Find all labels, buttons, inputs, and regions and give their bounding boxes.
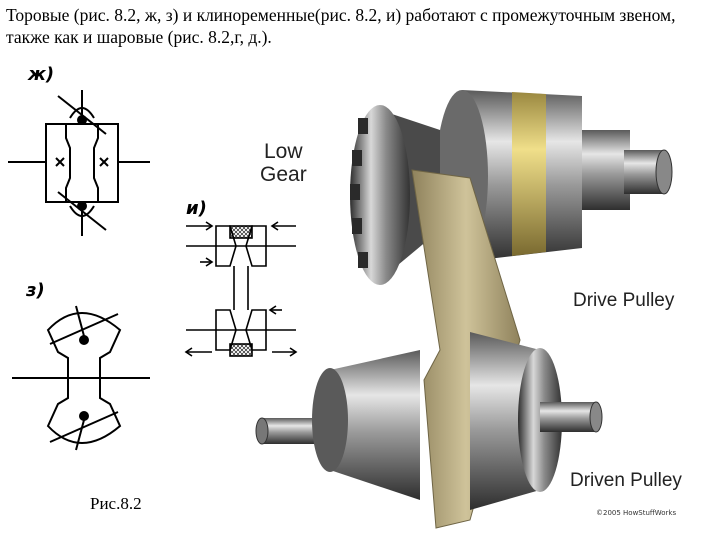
label-zh: ж) bbox=[28, 64, 55, 85]
figure-label: Рис.8.2 bbox=[90, 494, 142, 513]
low-gear-label-line1: Low bbox=[264, 140, 303, 163]
drive-pulley-drawing bbox=[350, 90, 672, 285]
caption-text: Торовые (рис. 8.2, ж, з) и клиноременные(рис. 8.2, и) работают с промежуточным звеном, также как и шаровые (рис. 8.2,г, д.). bbox=[6, 5, 676, 47]
low-gear-label-line2: Gear bbox=[260, 163, 307, 186]
schematic-zh bbox=[8, 64, 150, 236]
schematic-z bbox=[12, 280, 150, 450]
driven-pulley-label: Driven Pulley bbox=[570, 470, 682, 491]
schematic-i bbox=[186, 198, 296, 356]
label-z: з) bbox=[26, 280, 45, 301]
cvt-illustration bbox=[256, 90, 682, 528]
copyright-text: ©2005 HowStuffWorks bbox=[596, 509, 677, 517]
drive-pulley-label: Drive Pulley bbox=[573, 290, 675, 311]
label-i: и) bbox=[186, 198, 207, 219]
